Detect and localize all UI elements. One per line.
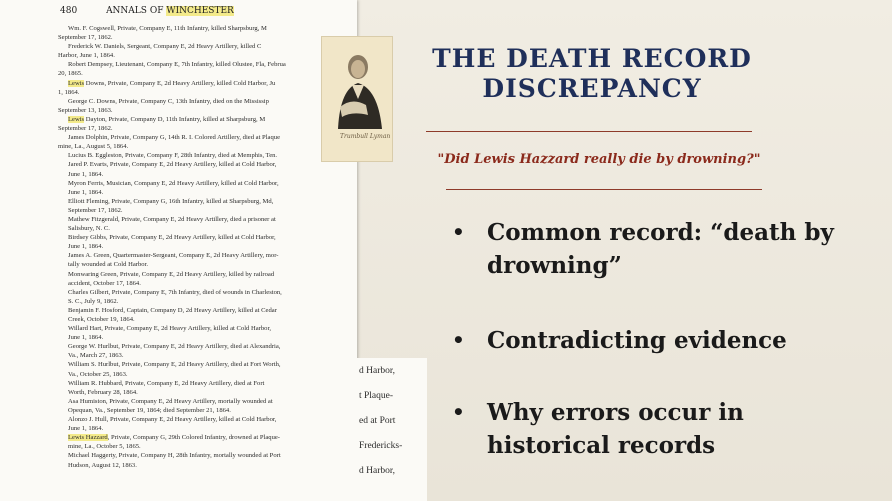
entry-line: June 1, 1864. — [68, 170, 104, 178]
entry-line: Opequan, Va., September 19, 1864; died September 21, 1864. — [68, 406, 231, 414]
fragment-line: Fredericks- — [359, 441, 403, 451]
entry-line: Mathew Fitzgerald, Private, Company E, 2d Heavy Artillery, died a prisoner at — [68, 215, 276, 223]
bullet-text: Contradicting evidence — [487, 327, 787, 354]
portrait-figure-icon — [322, 37, 392, 129]
slide-title-line-1: THE DEATH RECORD — [432, 44, 752, 73]
page-number: 480 — [60, 6, 78, 16]
book-page-scan — [0, 0, 357, 501]
entry-line: Lewis Hazzard, Private, Company G, 29th Colored Infantry, drowned at Plaque- — [68, 434, 280, 442]
fragment-line: ed at Port — [359, 416, 396, 426]
slide-quote: "Did Lewis Hazzard really die by drowning?" — [437, 152, 761, 167]
bullet-dot-icon: • — [452, 328, 465, 352]
fragment-line: t Plaque- — [359, 391, 394, 401]
entry-line: Alonzo J. Hull, Private, Company E, 2d Heavy Artillery, killed at Cold Harbor, — [68, 416, 277, 424]
slide-title — [432, 44, 752, 104]
title-rule-bottom — [446, 189, 762, 190]
page-fragment — [357, 358, 427, 501]
entry-line: September 17, 1862. — [58, 125, 113, 133]
title-rule-top — [426, 131, 752, 132]
entry-line: Worth, February 28, 1864. — [68, 388, 138, 396]
entry-line: September 13, 1863. — [58, 106, 113, 114]
bullet-text: Why errors occur in historical records — [487, 399, 744, 459]
entry-line: George W. Hurlbut, Private, Company E, 2d Heavy Artillery, died at Alexandria, — [68, 343, 281, 351]
entry-line: Monwaring Green, Private, Company E, 2d Heavy Artillery, killed by railroad — [68, 270, 275, 278]
portrait-image — [321, 36, 393, 162]
entry-line: Frederick W. Daniels, Sergeant, Company E, 2d Heavy Artillery, killed C — [68, 43, 262, 51]
entry-line: June 1, 1864. — [68, 188, 104, 196]
fragment-line: d Harbor, — [359, 466, 396, 476]
page-header-title: ANNALS OF — [106, 6, 164, 16]
entry-line: mine, La., August 5, 1864. — [58, 143, 129, 151]
entry-line: Harbor, June 1, 1864. — [58, 52, 115, 60]
highlighted-name: Lewis — [68, 115, 85, 123]
entry-line: William S. Hurlbut, Private, Company E, 2d Heavy Artillery, died at Fort Worth, — [68, 361, 281, 369]
bullet-text: Common record: “death by drowning” — [487, 219, 834, 279]
entry-line: 20, 1865. — [58, 70, 83, 78]
entry-line: mine, La., October 5, 1865. — [68, 443, 141, 451]
entry-line: Birdsey Gibbs, Private, Company E, 2d Heavy Artillery, killed at Cold Harbor, — [68, 234, 276, 242]
entry-line: June 1, 1864. — [68, 425, 104, 433]
entry-line: Jared P. Evarts, Private, Company E, 2d Heavy Artillery, killed at Cold Harbor, — [68, 161, 277, 169]
bullet-dot-icon: • — [452, 400, 465, 424]
bullet-dot-icon: • — [452, 220, 465, 244]
entry-line: Creek, October 19, 1864. — [68, 316, 135, 323]
entry-line: George C. Downs, Private, Company C, 13th Infantry, died on the Mississip — [68, 97, 269, 105]
entry-line: Wm. F. Cogswell, Private, Company E, 11th Infantry, killed Sharpsburg, M — [68, 25, 267, 32]
entry-line: Lewis Dayton, Private, Company D, 11th Infantry, killed at Sharpsburg, M — [68, 115, 266, 123]
entry-line: September 17, 1862. — [58, 34, 113, 42]
entry-line: William R. Hubbard, Private, Company E, 2d Heavy Artillery, died at Fort — [68, 379, 265, 387]
slide-title-line-2: DISCREPANCY — [482, 74, 702, 103]
fragment-line: d Harbor, — [359, 366, 396, 376]
entry-line: Charles Gilbert, Private, Company E, 7th Infantry, died of wounds in Charleston, — [68, 288, 282, 296]
entry-line: Myron Ferris, Musician, Company E, 2d Heavy Artillery, killed at Cold Harbor, — [68, 179, 279, 187]
entry-line: Elliott Fleming, Private, Company G, 16th Infantry, killed at Sharpsburg, Md, — [68, 197, 274, 205]
entry-line: Hudson, August 12, 1863. — [68, 461, 137, 469]
entry-line: tally wounded at Cold Harbor. — [68, 261, 149, 269]
entry-line: September 17, 1862. — [68, 206, 123, 214]
entry-line: accident, October 17, 1864. — [68, 279, 141, 287]
entry-line: Benjamin F. Hosford, Captain, Company D, 2d Heavy Artillery, killed at Cedar — [68, 306, 277, 314]
entry-line: S. C., July 9, 1862. — [68, 297, 119, 305]
highlighted-name: Lewis — [68, 79, 85, 87]
entry-line: Salisbury, N. C. — [68, 225, 110, 233]
page-header-highlight: WINCHESTER — [166, 6, 234, 16]
entry-line: Asa Humiston, Private, Company E, 2d Heavy Artillery, mortally wounded at — [68, 397, 273, 405]
entry-line: June 1, 1864. — [68, 334, 104, 342]
entry-line: James A. Green, Quartermaster-Sergeant, Company E, 2d Heavy Artillery, mor- — [68, 252, 279, 260]
entry-line: Michael Haggerty, Private, Company H, 28th Infantry, mortally wounded at Port — [68, 452, 281, 460]
entry-line: June 1, 1864. — [68, 243, 104, 251]
entry-line: Lucius B. Eggleston, Private, Company F, 28th Infantry, died at Memphis, Ten. — [68, 152, 278, 160]
entry-line: Robert Dempsey, Lieutenant, Company E, 7th Infantry, killed Olustee, Fla, Februa — [68, 61, 286, 69]
entry-line: 1, 1864. — [58, 88, 80, 96]
roll-of-honor-list — [58, 24, 330, 470]
page-header — [60, 6, 234, 16]
entry-line: James Dolphin, Private, Company G, 14th R. I. Colored Artillery, died at Plaque — [68, 134, 281, 142]
entry-line: Willard Hart, Private, Company E, 2d Heavy Artillery, killed at Cold Harbor, — [68, 325, 272, 333]
portrait-signature: Trumbull Lyman — [340, 133, 391, 140]
highlighted-name: Lewis Hazzard — [68, 434, 108, 442]
entry-line: Va., October 25, 1863. — [68, 370, 128, 378]
entry-line: Va., March 27, 1863. — [68, 352, 124, 360]
entry-line: Lewis Downs, Private, Company E, 2d Heavy Artillery, killed Cold Harbor, Ju — [68, 79, 276, 87]
